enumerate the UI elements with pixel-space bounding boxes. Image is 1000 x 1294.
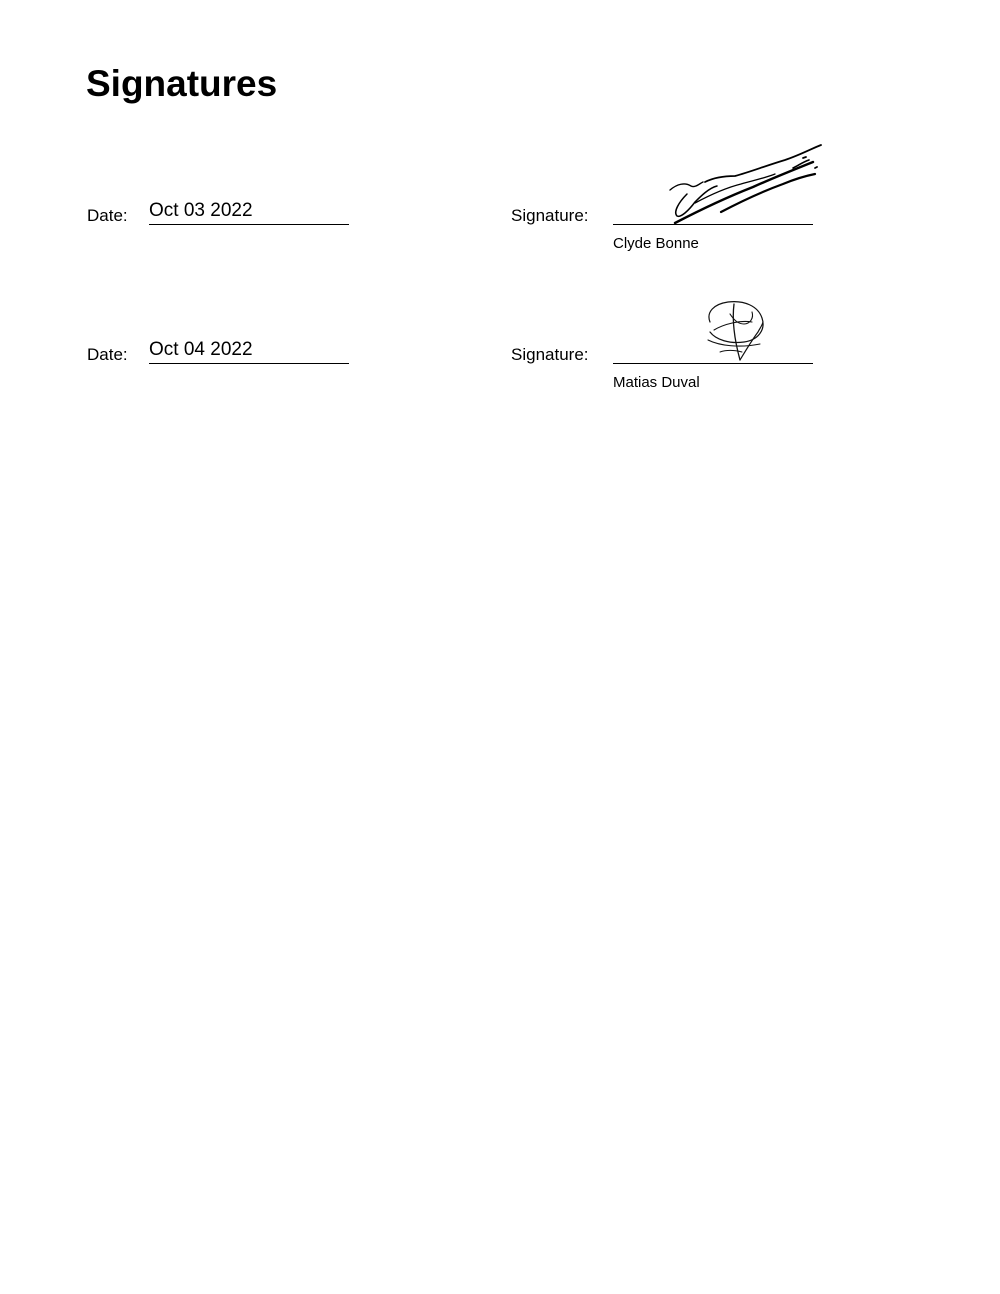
- date-line: [149, 224, 349, 225]
- signature-label: Signature:: [511, 345, 589, 364]
- signer-name: Clyde Bonne: [613, 235, 699, 252]
- date-label: Date:: [87, 345, 128, 364]
- page-title: Signatures: [86, 63, 278, 104]
- signer-name: Matias Duval: [613, 374, 700, 391]
- date-value: Oct 03 2022: [149, 200, 253, 221]
- signature-row: [0, 269, 1000, 409]
- handwritten-signature: [700, 294, 775, 364]
- date-line: [149, 363, 349, 364]
- date-value: Oct 04 2022: [149, 339, 253, 360]
- signature-label: Signature:: [511, 206, 589, 225]
- signature-row: [0, 130, 1000, 270]
- handwritten-signature: [665, 140, 825, 230]
- date-label: Date:: [87, 206, 128, 225]
